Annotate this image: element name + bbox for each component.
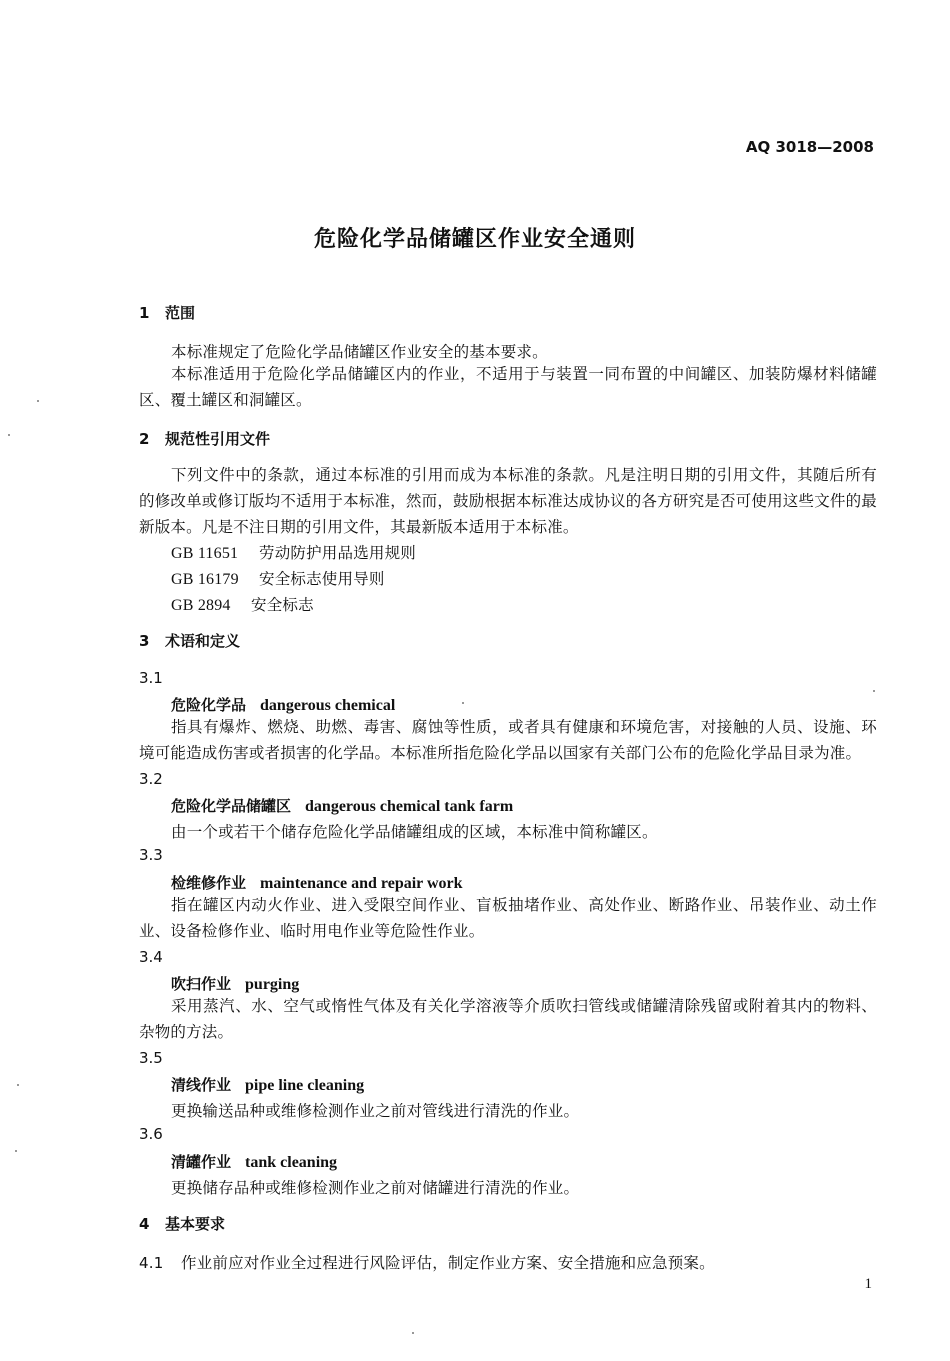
term-definition: 采用蒸汽、水、空气或惰性气体及有关化学溶液等介质吹扫管线或储罐清除残留或附着其内的物料、杂物的方法。: [139, 997, 877, 1041]
section-number: 1: [139, 304, 150, 322]
standard-number: AQ 3018—2008: [745, 138, 874, 156]
requirement-number: 4.1: [139, 1254, 164, 1272]
scan-speck: [8, 434, 10, 436]
subsection-number: 3.4: [139, 948, 163, 966]
section-heading-1: [139, 302, 195, 323]
section-number: 2: [139, 430, 150, 448]
term-chinese: 清罐作业: [171, 1153, 232, 1171]
scan-speck: [462, 702, 464, 704]
section-heading-2: [139, 428, 270, 449]
paragraph: 本标准规定了危险化学品储罐区作业安全的基本要求。: [171, 343, 548, 361]
term-chinese: 清线作业: [171, 1076, 232, 1094]
reference-code: GB 2894: [171, 597, 231, 614]
term-definition: 更换输送品种或维修检测作业之前对管线进行清洗的作业。: [171, 1102, 580, 1120]
section-title: 范围: [165, 304, 196, 322]
scan-speck: [17, 1084, 19, 1086]
section-title: 基本要求: [165, 1215, 226, 1233]
term-entry: [171, 1074, 364, 1095]
document-title: 危险化学品储罐区作业安全通则: [313, 227, 636, 252]
scan-speck: [37, 400, 39, 402]
paragraph: 下列文件中的条款，通过本标准的引用而成为本标准的条款。凡是注明日期的引用文件，其随后所有的修改单或修订版均不适用于本标准，然而，鼓励根据本标准达成协议的各方研究是否可使用这些文件的最新版本。凡是不注日期的引用文件，其最新版本适用于本标准。: [139, 466, 877, 536]
scan-speck: [412, 1332, 414, 1334]
subsection-number: 3.3: [139, 846, 163, 864]
term-definition: 更换储存品种或维修检测作业之前对储罐进行清洗的作业。: [171, 1179, 580, 1197]
reference-name: 安全标志: [251, 596, 314, 614]
reference-item: [171, 593, 314, 615]
term-definition: 指具有爆炸、燃烧、助燃、毒害、腐蚀等性质，或者具有健康和环境危害，对接触的人员、设施、环境可能造成伤害或者损害的化学品。本标准所指危险化学品以国家有关部门公布的危险化学品目录为准。: [139, 718, 877, 762]
requirement-item: [139, 1251, 715, 1273]
section-title: 术语和定义: [165, 632, 241, 650]
term-english: pipe line cleaning: [245, 1077, 365, 1094]
section-number: 3: [139, 632, 150, 650]
subsection-number: 3.5: [139, 1049, 163, 1067]
scan-speck: [873, 690, 875, 692]
term-english: dangerous chemical tank farm: [305, 798, 514, 815]
term-entry: [171, 973, 299, 994]
term-english: tank cleaning: [245, 1154, 338, 1171]
reference-item: [171, 567, 385, 589]
section-number: 4: [139, 1215, 150, 1233]
section-heading-4: [139, 1213, 225, 1234]
term-chinese: 吹扫作业: [171, 975, 232, 993]
term-entry: [171, 795, 513, 816]
page-number: 1: [864, 1276, 872, 1292]
section-title: 规范性引用文件: [165, 430, 271, 448]
scan-speck: [15, 1150, 17, 1152]
term-definition: 由一个或若干个储存危险化学品储罐组成的区域，本标准中简称罐区。: [171, 823, 658, 841]
term-chinese: 检维修作业: [171, 874, 247, 892]
term-definition: 指在罐区内动火作业、进入受限空间作业、盲板抽堵作业、高处作业、断路作业、吊装作业、动土作业、设备检修作业、临时用电作业等危险性作业。: [139, 896, 877, 940]
term-english: dangerous chemical: [260, 697, 396, 714]
reference-item: [171, 541, 416, 563]
reference-code: GB 16179: [171, 571, 239, 588]
term-entry: [171, 1151, 337, 1172]
reference-code: GB 11651: [171, 545, 239, 562]
term-english: purging: [245, 976, 300, 993]
term-english: maintenance and repair work: [260, 875, 463, 892]
term-entry: [171, 872, 463, 893]
term-chinese: 危险化学品: [171, 696, 247, 714]
section-heading-3: [139, 630, 240, 651]
reference-name: 安全标志使用导则: [259, 570, 385, 588]
subsection-number: 3.2: [139, 770, 163, 788]
requirement-text: 作业前应对作业全过程进行风险评估，制定作业方案、安全措施和应急预案。: [181, 1254, 715, 1272]
paragraph: 本标准适用于危险化学品储罐区内的作业，不适用于与装置一同布置的中间罐区、加装防爆材料储罐区、覆土罐区和洞罐区。: [139, 365, 877, 409]
term-entry: [171, 694, 395, 715]
term-chinese: 危险化学品储罐区: [171, 797, 292, 815]
subsection-number: 3.6: [139, 1125, 163, 1143]
reference-name: 劳动防护用品选用规则: [259, 544, 417, 562]
subsection-number: 3.1: [139, 669, 163, 687]
